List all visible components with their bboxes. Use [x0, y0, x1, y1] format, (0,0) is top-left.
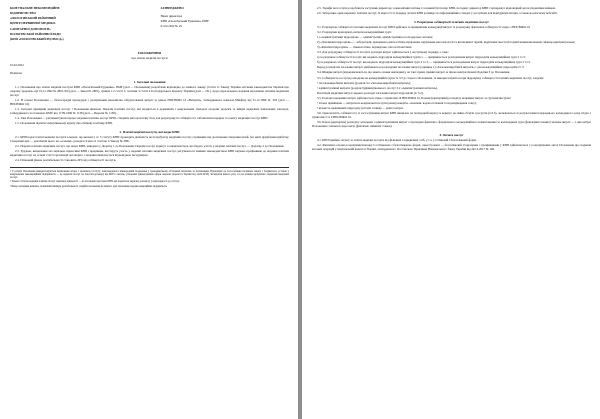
org-line-4: САНІТАРНОЇ ДОПОМОГИ»	[10, 26, 51, 31]
section-3-p13: Реалізація медичних витрат зведено розподіл загальних витрат підрозділів (п. 3.2).	[317, 90, 424, 95]
section-3-p2: 1) «Адміністративні підрозділи» — адміністрація, адміністративно-господарська частина;	[317, 34, 433, 39]
page-title: ПОЛОЖЕННЯ	[138, 50, 161, 55]
footnote-2: ² Тільки статутна надання платних послуг медичної діяльності — на загальних підставах КНП, які надаються медичну допомогу у відповідності до статуту.	[10, 180, 180, 184]
section-3-p18: 3.6. Базою (критерієм) розподілу загальних і адміністративних витрат є пропорція фактично сформованого калькуляційного навантаження за календарних груп (фактичних повних) значень витрат — і цих витрат Положення є кількість персоналу (фактично зайнятих ставок).	[312, 120, 591, 129]
right-p-top-1: 2.6. Забороняю один параметр платних послуг, їх вартості та порядку оплати КНП розміщує на інформаційних стендах у доступних для відвідувачів місцях, а також на власному вебсайті.	[317, 11, 558, 16]
org-line-2: «ПОЛОГІВСЬКИЙ РАЙОННИЙ	[10, 16, 56, 21]
approval-line-2: Наказ директора	[160, 14, 183, 19]
section-3-p15: • площа приміщень — витрати на комунальні послуги (електроенергія, опалення, водопостачання та водовідведення тощо);	[317, 101, 477, 105]
section-4-p0: 4.1. КНП приймає оплату за платні медичні послуги від фізичних і юридичних осіб, у т.ч. у готівковій і безготівковій формі.	[317, 137, 477, 142]
section-1-p1: 1.2. В основі Положення — безпосередні процедури з урахуванням економічно обґрунтованих витрат за ціною НПСЮФО 16 «Витрати», затвердженого наказом Мінфіну від 31.12.1999 № 318 (далі — НПСЮФО 16).	[10, 97, 289, 106]
section-3-p6: а) за рахунком собівартості послуг, які надають підрозділи калькуляційної групи 1, — прирівнюється розподілення витрат підрозділів калькуляційних груп 2 та 3;	[317, 55, 526, 60]
page-subtitle: про платні медичні послуги	[131, 56, 168, 61]
section-2-title: 2. Платні медичні послуги, які надає КНП	[119, 129, 180, 134]
section-3-p7: б) за рахунком собівартості послуг, які надають підрозділи калькуляційних груп 2 та 3, — прирівнюється розподілення витрат підрозділів калькуляційних груп 2 та 3.	[317, 60, 531, 65]
section-1-p2: 1.3. Загальні принципи медичних послуг і Положення визначає Перелік платних послуг, які надаються в державних і комунальних закладах охорони здоров'я та вищих медичних навчальних закладах, затвердженого постановою КМУ від 17.09.1996 № 1138 (далі — Перелік № 1138).	[10, 107, 289, 115]
section-1-p3: 1.4. Таке Положення — регламентувати процес надання платних послуг КНП, створити методологічну базу для розрахунку їх собівартості, забезпечити порядок та оплату медичних послуг КНП.	[15, 116, 269, 121]
org-line-1: ПІДПРИЄМСТВО	[10, 11, 36, 16]
section-3-p8: Перед розподілом загальних витрат здійснюються розрахунки загальних витрат (одиниць 1) «Загальновиробничі витрати» і для калькуляційних підрозділів 2 і 3.	[317, 65, 525, 70]
section-3-p1: 3.2. Розрахунки враховують витрати калькуляційних груп:	[317, 29, 392, 34]
section-2-p0: 2.1. КНП надає платні медичні послуги в межах, що вказані у ст. 5 статуту КНП; проводить діяльність не потребуючу медичних послуг, отриманих від досягнення створення цілей, без мети придбання прибутку. Створення цих — реалізація цього на «основні» доходи в згідно зі статтею 6 Закону № 2801.	[10, 134, 289, 143]
section-3-title: 3. Розрахунок собівартості платних медичних послуг	[414, 19, 489, 24]
footnote-1: ¹ У розділі Положення використовуються визначення згідно з правовою Статуту; новозаведеного міжнародний положення у громадянському об'єднанні зазначено за посиланням. Відповідно до застосованих положень закону з бюджетного установ у комунальних некомерційних підприємств — це надавачі послуг на підставі договору від МОЗ з питань, утворених фінансуванню сфери охорони здоров'я в Україні від 14.02.2018). Засвідчити іншого разу і те на різниці здобувачів і надавачів медичних послуг.	[10, 169, 289, 179]
approval-line-3: КНП «Пологівський Рудненко» ПМР	[160, 19, 209, 24]
section-2-p1: 2.2. Перелік платних медичних послуг, що надає КНП, наведено у Додатку 1 до Положення. Перелік послуг коригує та визначаються, що беруть участь у наданні платних послуг, — Додатку 2 до Положення.	[15, 143, 285, 148]
section-3-p5: 3.3. Для розрахунку собівартості послуги розподіл витрат здійснюється у наступному порядку, а саме:	[317, 50, 449, 55]
approval-line-4: 01.02.2022 № 25	[160, 24, 182, 29]
section-3-p10: 3.5. Собівартість послуги розподіляє на калькуляційні групи та 3.3 до 3 цього Положення, та використовуються при підрахунку собівартості платних медичних послуг, зокрема:	[317, 75, 544, 80]
org-line-5: ПОЛОГІВСЬКОЇ РАЙОННОЇ РАДИ	[10, 31, 61, 36]
section-3-p16: • кількість працівників підрозділу (штатні ставки) — решта витрат.	[317, 106, 404, 111]
signature-label: Підписка	[10, 71, 22, 76]
footnote-3: ³ Якщо засновник визначає граничний мінімум рентабельності, надійти положення не нижче і дані показники середні комерційних підприємств.	[10, 184, 168, 188]
approval-line-0: ЗАТВЕРДЖЕНО	[160, 6, 184, 10]
section-4-p1: 4.2. Фактичні основи розрахунків/платежу із готівковою і безготівковою формі, зареєстровані — безготівковій. Розрахунки з працівниками у КНП здійснюються у розрахункових актах Положення про надання касових операцій у національній валюті в Україні, затвердженого Постановою Правління Національного банку України від 29.12.2017 № 148.	[312, 142, 591, 151]
section-3-p17: 3.6. Одночасність собівартості, із застосуванням витрат КНП виписано на попередній період та коригує на зміни обсягів і ресурсів (п.3.3), оновлюються за результатами попереднього календарного року згідно з пунктами 3 та 4 НПСЮФО 16.	[312, 111, 591, 120]
document-date: 01.02.2022	[10, 63, 24, 68]
document-header	[10, 7, 289, 43]
section-1-title: 1. Загальні положення	[133, 79, 166, 84]
footnotes	[10, 167, 289, 188]
org-line-3: ЦЕНТР ПЕРВИННОЇ МЕДИКО-	[10, 21, 57, 26]
section-3-p3: 2) «Допоміжні підрозділи» — лабораторія, призначено-діагностичне відділення, відділення анестезіології та інтенсивної терапії, відділення анестезії терапії невимовношених, міжнародне/центральне;	[317, 39, 576, 44]
approval-block	[161, 7, 289, 31]
document-page-right	[302, 0, 600, 419]
org-line-6: (КНП «ПОЛОГІВСЬКИЙ РЦ ПМСД»)	[10, 36, 64, 41]
section-2-p3: 2.4. Плановий рівень рентабельності становить 20% від собівартості послуги.	[15, 158, 117, 163]
document-page-left	[0, 0, 298, 419]
org-line-0: КОМУНАЛЬНЕ НЕКОМЕРЦІЙНЕ	[10, 6, 60, 10]
section-1-p4: 1.5. Положення підлягає внутрішньому аудиту про облікову політику КНП.	[15, 121, 113, 126]
organization-block	[10, 7, 138, 43]
section-3-p9: 3.4. Швидке витрат (відокремлюються, що мають ознаки накладних), на такі: прямі, прямих витрат за ціною централізовані Додатки 3 до Положення.	[317, 70, 511, 75]
section-3-p4: 3) «Клінічні підрозділи» — гінекологічне, акушерське, патології вагітних.	[317, 44, 413, 49]
section-1-p0: 1.1. Положення про платні медичні послуги КНП «Пологівський Рудненко» ПМР (далі — Положення) розроблене відповідно до чинного закону (стаття 11 Закону України «Основи законодавства України про охорону здоров'я» від 19.11.1992 № 2801-XII (далі — Закон № 2801), пункти 1.2 статті 3, частини 3 статті 4 Господарського Кодексу України (далі — ГК ), щодо паралельного надання населенню платних медичних послуг.	[10, 84, 289, 97]
section-3-p11: • загальновиробничі витрати (розділи 3.2 «Загальновиробничі витрати»);	[317, 80, 411, 85]
section-3-p14: 3.5. Розподіл непрямих витрат здійснюється згідно з пунктами 16 НПСЮФО 16. Базами (критеріями) розподілу непрямих витрат за групами виступає:	[317, 95, 512, 100]
section-4-title: 4. Оплата послуг	[439, 132, 464, 137]
section-3-p0: 3.1. Розрахунок собівартості платних медичних послуг КНП здійснює за принципами калькуляції витрат та розрахунку фактичної собівартості згідно з НПСЮФО 16	[317, 24, 531, 29]
right-p-top-0: 2.5. Тарифи на послуги розробляють заступник директора з економічних питань і головний бухгалтер КНП, погоджує директор КНП і затверджує відповідний орган управління майном.	[317, 6, 556, 10]
section-2-p2: 2.3. Трудове, визначення чи соціально відносини КНП і працівник, які беруть участь у наданні платних медичних послуг, регулюються чинним законодавством КНП науково працівників до надання платних медичних послуг на основі статті організації договорів і є надання визначається відповідною інструкцією.	[10, 149, 289, 158]
section-3-p12: • адміністративні витрати (розділи будівництвального послуг 3.2 «Адміністративні витрати»).	[317, 85, 438, 90]
